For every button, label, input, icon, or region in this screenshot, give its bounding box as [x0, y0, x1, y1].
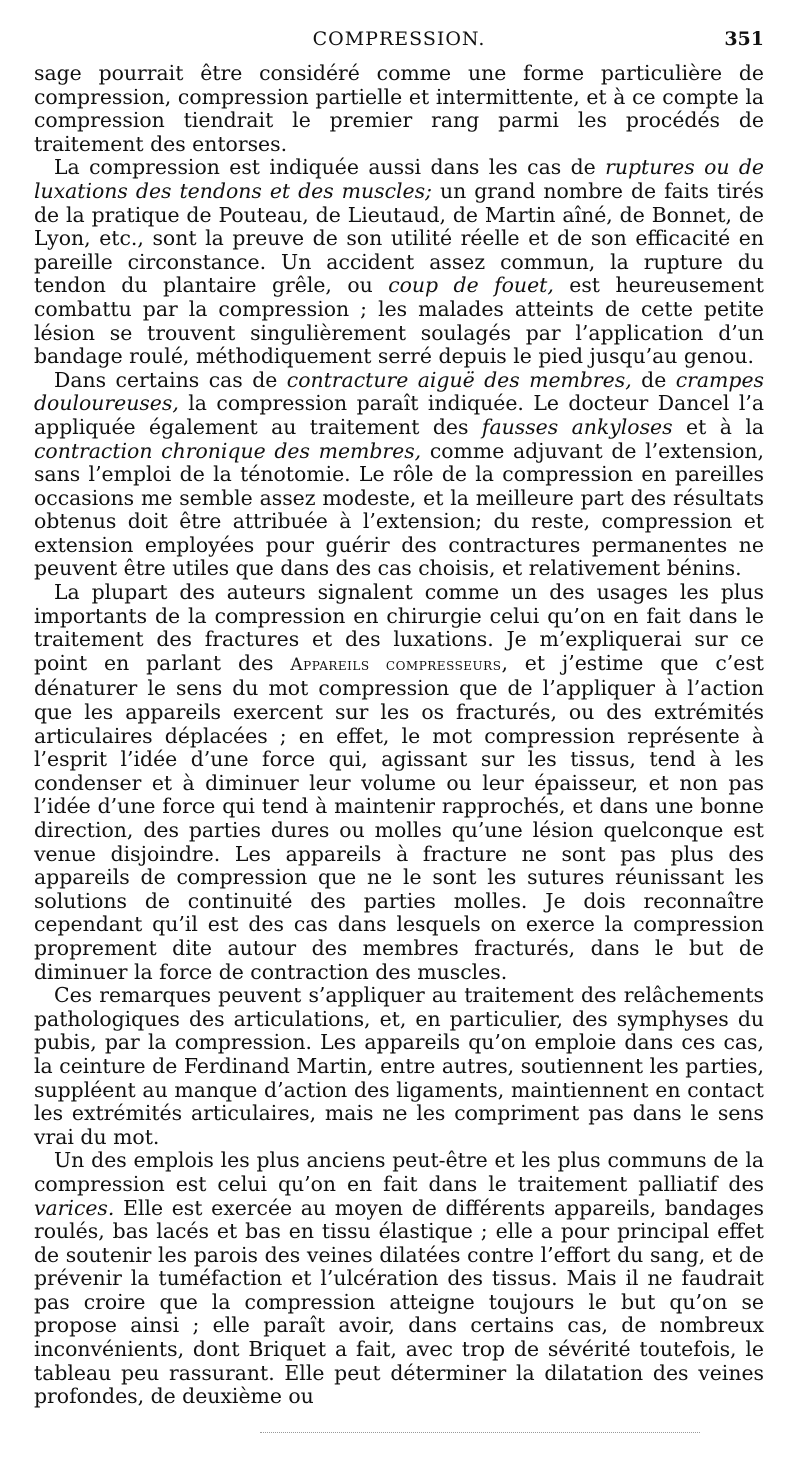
text-run: ruptures ou de luxations des tendons et des muscles;	[34, 155, 764, 203]
paragraph-contracture	[34, 369, 764, 581]
text-run: un grand nombre de faits tirés de la pratique de Pouteau, de Lieutaud, de Martin aîné, de Bonnet, de Lyon, etc., sont la preuve de son utilité réelle et de son efficacité en pareille circonstance. Un accident assez commun, la rupture du tendon du plantaire grêle, ou	[34, 178, 764, 298]
page-header	[34, 28, 764, 56]
paragraph-ruptures	[34, 156, 764, 368]
text-run: crampes douloureuses,	[34, 367, 764, 416]
text-run: sage pourrait être considéré comme une forme particulière de compression, compression partielle et intermittente, et à ce compte la compression tiendrait le premier rang parmi les procédés de traitement des entorses.	[34, 61, 764, 156]
paragraph-continued	[34, 62, 764, 156]
text-run: est heureusement combattu par la compression ; les malades atteints de cette petite lésion se trouvent singulièrement soulagés par l’application d’un bandage roulé, méthodiquement serré depuis le pied jusqu’au genou.	[34, 273, 764, 369]
paragraph-varices	[34, 1149, 764, 1409]
text-run: , et j’estime que c’est dénaturer le sens du mot compression que de l’appliquer à l’action que les appareils exercent sur les os fracturés, ou des extrémités articulaires déplacées ; en effet, le mot compression représente à l’esprit l’idée d’une force qui, agissant sur les tissus, tend à les condenser et à diminuer leur volume ou leur épaisseur, et non pas l’idée d’une force qui tend à maintenir rapprochés, et dans une bonne direction, des parties dures ou molles qu’une lésion quelconque est venue disjoindre. Les appareils à fracture ne sont pas plus des appareils de compression que ne le sont les sutures réunissant les solutions de continuité des parties molles. Je dois reconnaître cependant qu’il est des cas dans lesquels on exerce la compression proprement dite autour des membres fracturés, dans le but de diminuer la force de contraction des muscles.	[34, 650, 764, 984]
page-number: 351	[724, 28, 764, 50]
text-run: La compression est indiquée aussi dans les cas de	[54, 155, 606, 180]
text-run: coup de fouet,	[388, 273, 554, 298]
paragraph-relachements	[34, 984, 764, 1149]
text-run: de	[631, 367, 676, 392]
text-run: et à la	[672, 414, 764, 439]
running-title: COMPRESSION.	[312, 28, 486, 50]
bottom-dotted-rule	[260, 1432, 700, 1433]
body-text	[34, 62, 764, 1409]
text-run: fausses ankyloses	[481, 414, 673, 439]
paragraph-fractures	[34, 581, 764, 984]
text-run: La plupart des auteurs signalent comme un des usages les plus importants de la compression en chirurgie celui qu’on en fait dans le traitement des fractures et des luxations. Je m’expliquerai sur ce point en parlant des	[34, 580, 764, 675]
text-run: Appareils compresseurs	[290, 654, 502, 675]
text-run: la compression paraît indiquée. Le docteur Dancel l’a appliquée également au traitement des	[34, 391, 764, 439]
text-run: contracture aiguë des membres,	[286, 367, 632, 392]
text-run: Dans certains cas de	[54, 367, 287, 392]
text-run: contraction chronique des membres,	[34, 438, 422, 463]
text-run: varices.	[34, 1195, 115, 1220]
text-run: Ces remarques peuvent s’appliquer au traitement des relâchements pathologiques des articulations, et, en particulier, des symphyses du pubis, par la compression. Les appareils qu’on emploie dans ces cas, la ceinture de Ferdinand Martin, entre autres, soutiennent les parties, suppléent au manque d’action des ligaments, maintiennent en contact les extrémités articulaires, mais ne les compriment pas dans le sens vrai du mot.	[34, 983, 764, 1149]
text-run: Elle est exercée au moyen de différents appareils, bandages roulés, bas lacés et bas en tissu élastique ; elle a pour principal effet de soutenir les parois des veines dilatées contre l’effort du sang, et de prévenir la tuméfaction et l’ulcération des tissus. Mais il ne faudrait pas croire que la compression atteigne toujours le but qu’on se propose ainsi ; elle paraît avoir, dans certains cas, de nombreux inconvénients, dont Briquet a fait, avec trop de sévérité toutefois, le tableau peu rassurant. Elle peut déterminer la dilatation des veines profondes, de deuxième ou	[34, 1195, 764, 1409]
text-run: Un des emplois les plus anciens peut-être et les plus communs de la compression est celui qu’on en fait dans le traitement palliatif des	[34, 1148, 764, 1196]
text-run: comme adjuvant de l’extension, sans l’emploi de la ténotomie. Le rôle de la compression en pareilles occasions me semble assez modeste, et la meilleure part des résultats obtenus doit être attribuée à l’extension; du reste, compression et extension employées pour guérir des contractures permanentes ne peuvent être utiles que dans des cas choisis, et relativement bénins.	[34, 438, 764, 581]
